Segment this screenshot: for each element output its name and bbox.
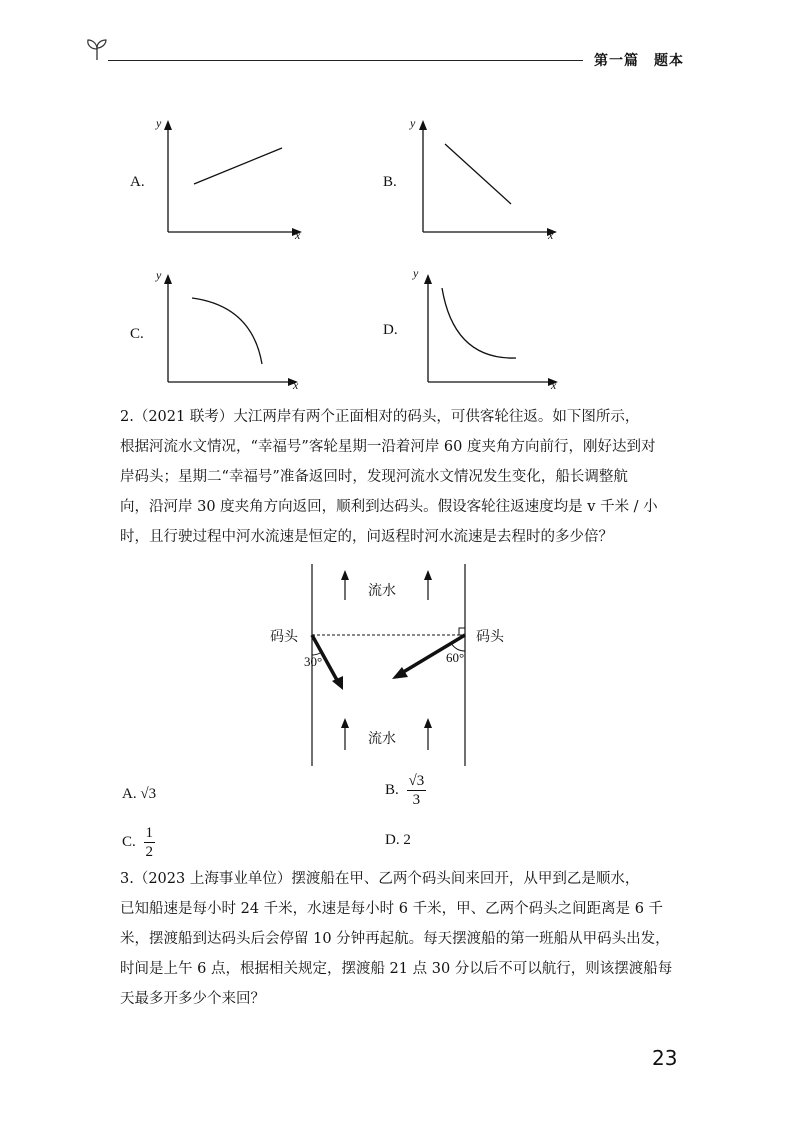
question-3-text (120, 864, 680, 1014)
answer-b-denominator: 3 (412, 792, 421, 808)
graph-c-curve (192, 298, 262, 364)
angle-right-label: 60° (446, 650, 465, 665)
answer-a-value: √3 (140, 786, 157, 802)
answer-c-fraction (144, 824, 156, 861)
answer-c-denominator: 2 (145, 844, 154, 860)
answer-b-label: B. (385, 781, 399, 798)
graph-c-x-label: x (293, 378, 299, 392)
question-3-line: 3.（2023 上海事业单位）摆渡船在甲、乙两个码头间来回开，从甲到乙是顺水， (120, 871, 640, 887)
graph-b-line (445, 144, 511, 204)
graph-a (150, 112, 310, 242)
answer-b-numerator: √3 (408, 773, 425, 789)
answer-a-label: A. (122, 786, 137, 802)
question-3-line: 米，摆渡船到达码头后会停留 10 分钟再起航。每天摆渡船的第一班船从甲码头出发， (120, 931, 670, 947)
flow-label-top: 流水 (368, 583, 396, 599)
graph-d-x-label: x (551, 378, 557, 392)
dock-left-label: 码头 (270, 629, 298, 645)
answer-b-fraction (407, 772, 427, 809)
question-3-line: 已知船速是每小时 24 千米，水速是每小时 6 千米，甲、乙两个码头之间距离是 6 千 (120, 901, 664, 917)
sprout-icon (84, 36, 110, 62)
graph-c-y-label: y (156, 268, 162, 282)
graph-d-y-label: y (413, 266, 419, 280)
page-number: 23 (652, 1046, 678, 1070)
graph-d-curve (442, 288, 516, 358)
graph-b-x-label: x (548, 228, 554, 242)
header-rule (108, 60, 583, 61)
answer-b (385, 772, 426, 809)
graph-b-y-label: y (410, 116, 416, 130)
graph-b (405, 112, 565, 242)
graph-d (410, 266, 570, 392)
flow-label-bottom: 流水 (368, 731, 396, 747)
option-d-label: D. (383, 322, 398, 338)
dock-right-label: 码头 (476, 629, 504, 645)
answer-d-value: 2 (403, 832, 411, 848)
question-2-line: 岸码头；星期二“幸福号”准备返回时，发现河流水文情况发生变化，船长调整航 (120, 469, 628, 485)
question-3-line: 天最多开多少个来回？ (120, 991, 265, 1007)
answer-c-numerator: 1 (145, 825, 154, 841)
option-b-label: B. (383, 174, 397, 190)
question-2-text (120, 402, 680, 552)
angle-left-label: 30° (304, 654, 323, 669)
question-2-line: 向，沿河岸 30 度夹角方向返回，顺利到达码头。假设客轮往返速度均是 v 千米 / 小 (120, 499, 658, 515)
answer-a (122, 786, 156, 803)
answer-d-label: D. (385, 832, 400, 848)
option-a-label: A. (130, 174, 145, 190)
graph-a-y-label: y (156, 116, 162, 130)
option-c-label: C. (130, 326, 144, 342)
graph-a-line (194, 148, 282, 184)
answer-c (122, 824, 155, 861)
answer-c-label: C. (122, 833, 136, 850)
question-3-line: 时间是上午 6 点，根据相关规定，摆渡船 21 点 30 分以后不可以航行，则该摆渡船每 (120, 961, 673, 977)
answer-d (385, 832, 411, 849)
graph-c (150, 266, 310, 392)
header-title: 第一篇 题本 (594, 53, 684, 69)
graph-a-x-label: x (295, 228, 301, 242)
question-2-line: 时，且行驶过程中河水流速是恒定的，问返程时河水流速是去程时的多少倍？ (120, 529, 613, 545)
question-2-line: 根据河流水文情况，“幸福号”客轮星期一沿着河岸 60 度夹角方向前行，刚好达到对 (120, 439, 656, 455)
question-2-line: 2.（2021 联考）大江两岸有两个正面相对的码头，可供客轮往返。如下图所示， (120, 409, 640, 425)
